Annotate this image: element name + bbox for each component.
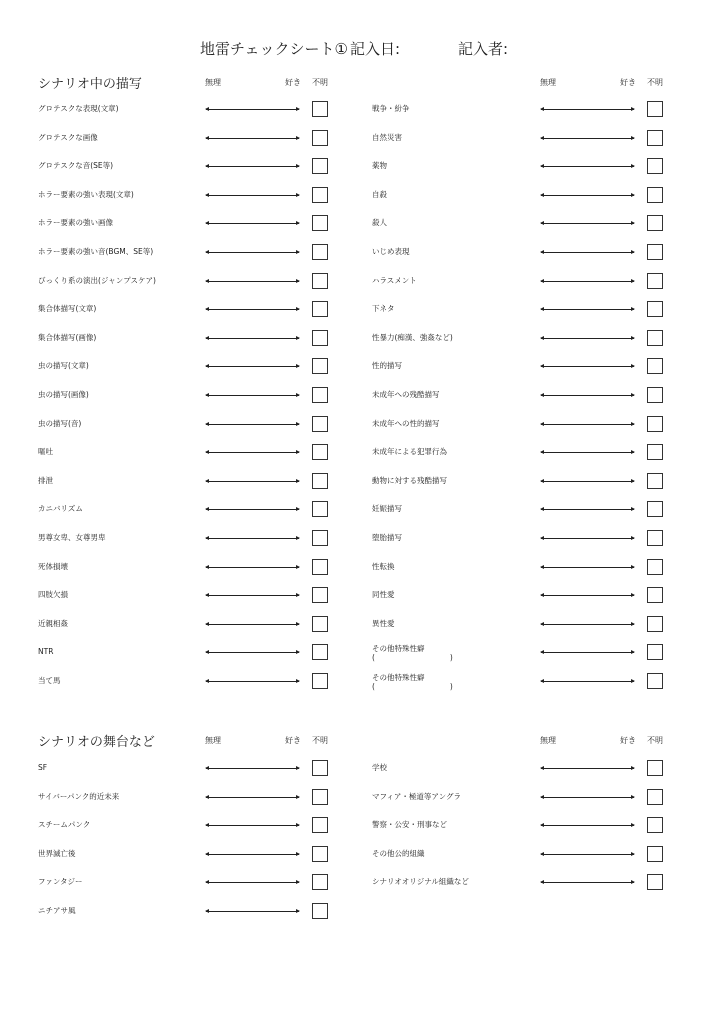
preference-slider[interactable] <box>541 366 634 367</box>
checklist-row <box>0 386 724 406</box>
item-label-text: 世界滅亡後 <box>38 849 76 858</box>
item-label <box>372 476 447 485</box>
item-label-text: グロテスクな音(SE等) <box>38 161 114 170</box>
item-label <box>372 590 395 599</box>
checklist-row <box>0 357 724 377</box>
item-label-text: 死体損壊 <box>38 562 68 571</box>
item-label-text: 性的描写 <box>372 361 402 370</box>
item-label <box>372 161 387 170</box>
unknown-checkbox[interactable] <box>647 473 663 489</box>
unknown-checkbox[interactable] <box>647 587 663 603</box>
preference-slider[interactable] <box>541 109 634 110</box>
unknown-checkbox[interactable] <box>312 903 328 919</box>
unknown-checkbox[interactable] <box>647 644 663 660</box>
unknown-checkbox[interactable] <box>647 330 663 346</box>
item-label <box>372 333 453 342</box>
item-label-text: その他特殊性癖 <box>372 673 425 682</box>
item-label <box>372 533 402 542</box>
item-label <box>372 673 453 691</box>
colhead-dislike: 無理 <box>540 78 556 87</box>
preference-slider[interactable] <box>541 681 634 682</box>
item-label-text: シナリオオリジナル組織など <box>372 877 469 886</box>
checklist-row <box>0 500 724 520</box>
unknown-checkbox[interactable] <box>647 444 663 460</box>
item-label-text: 嘔吐 <box>38 447 53 456</box>
unknown-checkbox[interactable] <box>647 616 663 632</box>
item-label <box>372 877 469 886</box>
checklist-row <box>0 300 724 320</box>
colhead-like: 好き <box>285 78 301 87</box>
item-label <box>372 562 395 571</box>
colhead-unknown: 不明 <box>647 78 663 87</box>
checklist-row <box>0 845 724 865</box>
preference-slider[interactable] <box>541 481 634 482</box>
checklist-row <box>0 100 724 120</box>
unknown-checkbox[interactable] <box>647 244 663 260</box>
checklist-row <box>0 129 724 149</box>
item-label-text: カニバリズム <box>38 504 83 513</box>
checklist-row <box>0 873 724 893</box>
unknown-checkbox[interactable] <box>647 559 663 575</box>
item-label-text: 虫の描写(文章) <box>38 361 89 370</box>
item-label <box>372 133 402 142</box>
preference-slider[interactable] <box>541 424 634 425</box>
checklist-row <box>0 759 724 779</box>
unknown-checkbox[interactable] <box>647 158 663 174</box>
item-label <box>372 218 387 227</box>
item-label-text: グロテスクな表現(文章) <box>38 104 119 113</box>
item-label <box>372 619 395 628</box>
unknown-checkbox[interactable] <box>647 187 663 203</box>
preference-slider[interactable] <box>541 595 634 596</box>
item-label-text: 男尊女卑、女尊男卑 <box>38 533 106 542</box>
item-label-text: 集合体描写(画像) <box>38 333 97 342</box>
item-label-text: ホラー要素の強い音(BGM、SE等) <box>38 247 154 256</box>
unknown-checkbox[interactable] <box>647 358 663 374</box>
item-label-note: ( ) <box>372 682 453 691</box>
item-label-text: 動物に対する残酷描写 <box>372 476 447 485</box>
unknown-checkbox[interactable] <box>647 273 663 289</box>
item-label-text: 性暴力(痴漢、強姦など) <box>372 333 453 342</box>
colhead-unknown: 不明 <box>312 78 328 87</box>
item-label-text: 四肢欠損 <box>38 590 68 599</box>
colhead-like: 好き <box>285 736 301 745</box>
checklist-row <box>0 272 724 292</box>
item-label-text: 薬物 <box>372 161 387 170</box>
checklist-row <box>0 816 724 836</box>
item-label <box>372 447 447 456</box>
checklist-row <box>0 186 724 206</box>
section-title-setting: シナリオの舞台など <box>38 735 155 750</box>
item-label-text: 未成年による犯罪行為 <box>372 447 447 456</box>
item-label-text: その他特殊性癖 <box>372 644 425 653</box>
item-label <box>372 104 410 113</box>
item-label-text: ファンタジー <box>38 877 83 886</box>
colhead-dislike: 無理 <box>205 736 221 745</box>
item-label <box>372 504 402 513</box>
unknown-checkbox[interactable] <box>647 301 663 317</box>
item-label-text: 当て馬 <box>38 676 61 685</box>
item-label-text: 近親相姦 <box>38 619 68 628</box>
item-label-text: 未成年への残酷描写 <box>372 390 440 399</box>
preference-slider[interactable] <box>541 281 634 282</box>
preference-slider[interactable] <box>541 252 634 253</box>
unknown-checkbox[interactable] <box>647 101 663 117</box>
unknown-checkbox[interactable] <box>647 130 663 146</box>
item-label-text: 自殺 <box>372 190 387 199</box>
unknown-checkbox[interactable] <box>647 874 663 890</box>
checklist-row <box>0 329 724 349</box>
unknown-checkbox[interactable] <box>647 215 663 231</box>
preference-slider[interactable] <box>541 138 634 139</box>
preference-slider[interactable] <box>541 338 634 339</box>
item-label-text: 殺人 <box>372 218 387 227</box>
item-label <box>372 361 402 370</box>
item-label-text: 同性愛 <box>372 590 395 599</box>
checklist-row <box>0 243 724 263</box>
checklist-row <box>0 558 724 578</box>
checklist-row <box>0 643 724 663</box>
item-label <box>372 304 395 313</box>
preference-slider[interactable] <box>541 825 634 826</box>
item-label-note: ( ) <box>372 653 453 662</box>
preference-slider[interactable] <box>541 509 634 510</box>
item-label-text: スチームパンク <box>38 820 91 829</box>
unknown-checkbox[interactable] <box>647 387 663 403</box>
item-label <box>372 190 387 199</box>
item-label-text: ホラー要素の強い表現(文章) <box>38 190 134 199</box>
item-label <box>372 644 453 662</box>
preference-slider[interactable] <box>541 223 634 224</box>
item-label-text: サイバーパンク的近未来 <box>38 792 120 801</box>
item-label-text: 異性愛 <box>372 619 395 628</box>
item-label-text: NTR <box>38 647 54 656</box>
checklist-row <box>0 788 724 808</box>
preference-slider[interactable] <box>541 768 634 769</box>
item-label-text: 排泄 <box>38 476 53 485</box>
preference-slider[interactable] <box>541 538 634 539</box>
unknown-checkbox[interactable] <box>647 530 663 546</box>
checklist-row <box>0 672 724 692</box>
item-label-text: 妊娠描写 <box>372 504 402 513</box>
item-label <box>372 849 425 858</box>
preference-slider[interactable] <box>541 652 634 653</box>
item-label-text: マフィア・極道等アングラ <box>372 792 461 801</box>
item-label <box>372 247 410 256</box>
preference-slider[interactable] <box>541 624 634 625</box>
item-label-text: いじめ表現 <box>372 247 410 256</box>
preference-slider[interactable] <box>541 195 634 196</box>
colhead-unknown: 不明 <box>312 736 328 745</box>
item-label-text: 警察・公安・刑事など <box>372 820 447 829</box>
unknown-checkbox[interactable] <box>647 760 663 776</box>
colhead-like: 好き <box>620 736 636 745</box>
unknown-checkbox[interactable] <box>647 501 663 517</box>
item-label-text: ハラスメント <box>372 276 417 285</box>
item-label <box>372 276 417 285</box>
preference-slider[interactable] <box>541 567 634 568</box>
item-label-text: 集合体描写(文章) <box>38 304 97 313</box>
checklist-row <box>0 443 724 463</box>
item-label <box>372 763 387 772</box>
item-label <box>372 390 440 399</box>
section-title-depiction: シナリオ中の描写 <box>38 77 142 92</box>
item-label-text: SF <box>38 763 48 772</box>
unknown-checkbox[interactable] <box>647 673 663 689</box>
colhead-like: 好き <box>620 78 636 87</box>
item-label-text: 虫の描写(音) <box>38 419 82 428</box>
preference-slider[interactable] <box>541 882 634 883</box>
item-label-text: 下ネタ <box>372 304 395 313</box>
item-label-text: 虫の描写(画像) <box>38 390 89 399</box>
checklist-row <box>0 529 724 549</box>
preference-slider[interactable] <box>541 309 634 310</box>
unknown-checkbox[interactable] <box>647 789 663 805</box>
item-label-text: 性転換 <box>372 562 395 571</box>
item-label-text: その他公的組織 <box>372 849 425 858</box>
preference-slider[interactable] <box>206 911 299 912</box>
unknown-checkbox[interactable] <box>647 817 663 833</box>
unknown-checkbox[interactable] <box>647 846 663 862</box>
checklist-row <box>0 615 724 635</box>
checklist-row <box>0 472 724 492</box>
item-label <box>372 419 440 428</box>
date-label: 記入日: <box>350 40 401 58</box>
writer-label: 記入者: <box>458 40 509 58</box>
item-label-text: 堕胎描写 <box>372 533 402 542</box>
sheet-title: 地雷チェックシート① <box>200 40 348 58</box>
preference-slider[interactable] <box>541 166 634 167</box>
checklist-row <box>0 214 724 234</box>
item-label-text: 学校 <box>372 763 387 772</box>
preference-slider[interactable] <box>541 452 634 453</box>
item-label-text: グロテスクな画像 <box>38 133 98 142</box>
item-label-text: 自然災害 <box>372 133 402 142</box>
item-label-text: 未成年への性的描写 <box>372 419 440 428</box>
item-label-text: びっくり系の演出(ジャンプスケア) <box>38 276 156 285</box>
item-label <box>38 906 76 915</box>
item-label <box>372 820 447 829</box>
colhead-dislike: 無理 <box>205 78 221 87</box>
item-label-text: ニチアサ風 <box>38 906 76 915</box>
item-label <box>372 792 461 801</box>
preference-slider[interactable] <box>541 395 634 396</box>
colhead-unknown: 不明 <box>647 736 663 745</box>
item-label-text: 戦争・紛争 <box>372 104 410 113</box>
item-label-text: ホラー要素の強い画像 <box>38 218 113 227</box>
checklist-row <box>0 902 724 922</box>
unknown-checkbox[interactable] <box>647 416 663 432</box>
checklist-row <box>0 157 724 177</box>
checklist-row <box>0 586 724 606</box>
checklist-row <box>0 415 724 435</box>
colhead-dislike: 無理 <box>540 736 556 745</box>
preference-slider[interactable] <box>541 797 634 798</box>
preference-slider[interactable] <box>541 854 634 855</box>
